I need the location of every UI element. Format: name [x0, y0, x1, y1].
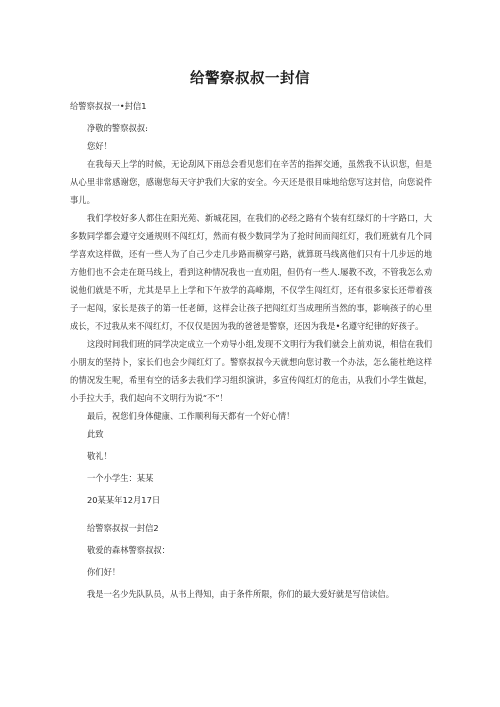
letter1-paragraph-3: 这段时间我们班的同学决定成立一个劝导小组,发现不文明行为我们就会上前劝说，相信在我们小朋友的坚持卜，家长们也会少闯红灯了。警察叔叔今天就想向您讨教一个办法，怎么能杜绝这样的情况发生呢，希里有空的话多去我们学习组织演讲，多宣传闯红灯的危击，从我们小学生做起，小手拉大手，我们起向不文明行为说“不”！ — [70, 339, 432, 403]
letter1-closing-1: 此致 — [87, 429, 104, 439]
letter1-paragraph-4: 最后，祝您们身体健康、工作顺利每天都有一个好心情！ — [87, 411, 295, 421]
document-body — [70, 97, 432, 603]
letter2-salutation: 敬爱的森林警察叔叔： — [87, 545, 170, 555]
letter1-paragraph-1: 在我每天上学的时候，无论刮风下雨总会看见您们在辛苦的指挥交通，虽然我不认识您，但是从心里非常感谢您，感谢您每天守护我们大家的安全。今天还是很目味地给您写这封信，向您说件事儿。 — [70, 159, 432, 205]
letter2-paragraph: 我是一名少先队队员，从书上得知，由于条件所限，你们的最大爱好就是写信读信。 — [87, 589, 394, 599]
letter1-greeting: 您好！ — [87, 141, 112, 151]
letter2-heading: 给警察叔叔一封信2 — [87, 523, 159, 533]
letter2-greeting: 你们好！ — [87, 567, 121, 577]
letter1-salutation: 净敬的警察叔叔: — [87, 123, 148, 133]
letter1-heading: 给警察叔叔一•封信1 — [70, 101, 147, 111]
letter1-date: 20某某年12月17日 — [87, 495, 161, 505]
letter1-closing-2: 敬礼！ — [87, 451, 112, 461]
letter1-signature: 一个小学生：某某 — [87, 473, 154, 483]
document-title: 给警察叔叔一封信 — [190, 71, 310, 87]
letter1-paragraph-2: 我们学校好多人都住在阳光苑、新城花园，在我们的必经之路有个装有红绿灯的十字路口，大多数同学都会遵守交通规则不闯红灯，然而有极少数同学为了抢时间而闯红灯，我们班就有几个同学喜欢这样做，还有一些人为了自己少走几步路而横穿弓路，就算斑马线离他们只有十几步远的地方他们也不会走在斑马线上，看到这种情况我也一直劝阻，但仍有一些人.屡教不改，不管我怎么劝说他们就是不听，尤其是早上上学和下午放学的高峰期，不仅学生闯红灯，还有很多家长还带着孩子一起闯，家长是孩子的第一任老師，这样会让孩子把闯红灯当成理所当然的事，影响孩子的心里成长，不过我从来不闯红灯，不仅仅是因为我的爸爸是警察，还因为我是•名遵守纪律的好孩子。 — [70, 213, 432, 331]
